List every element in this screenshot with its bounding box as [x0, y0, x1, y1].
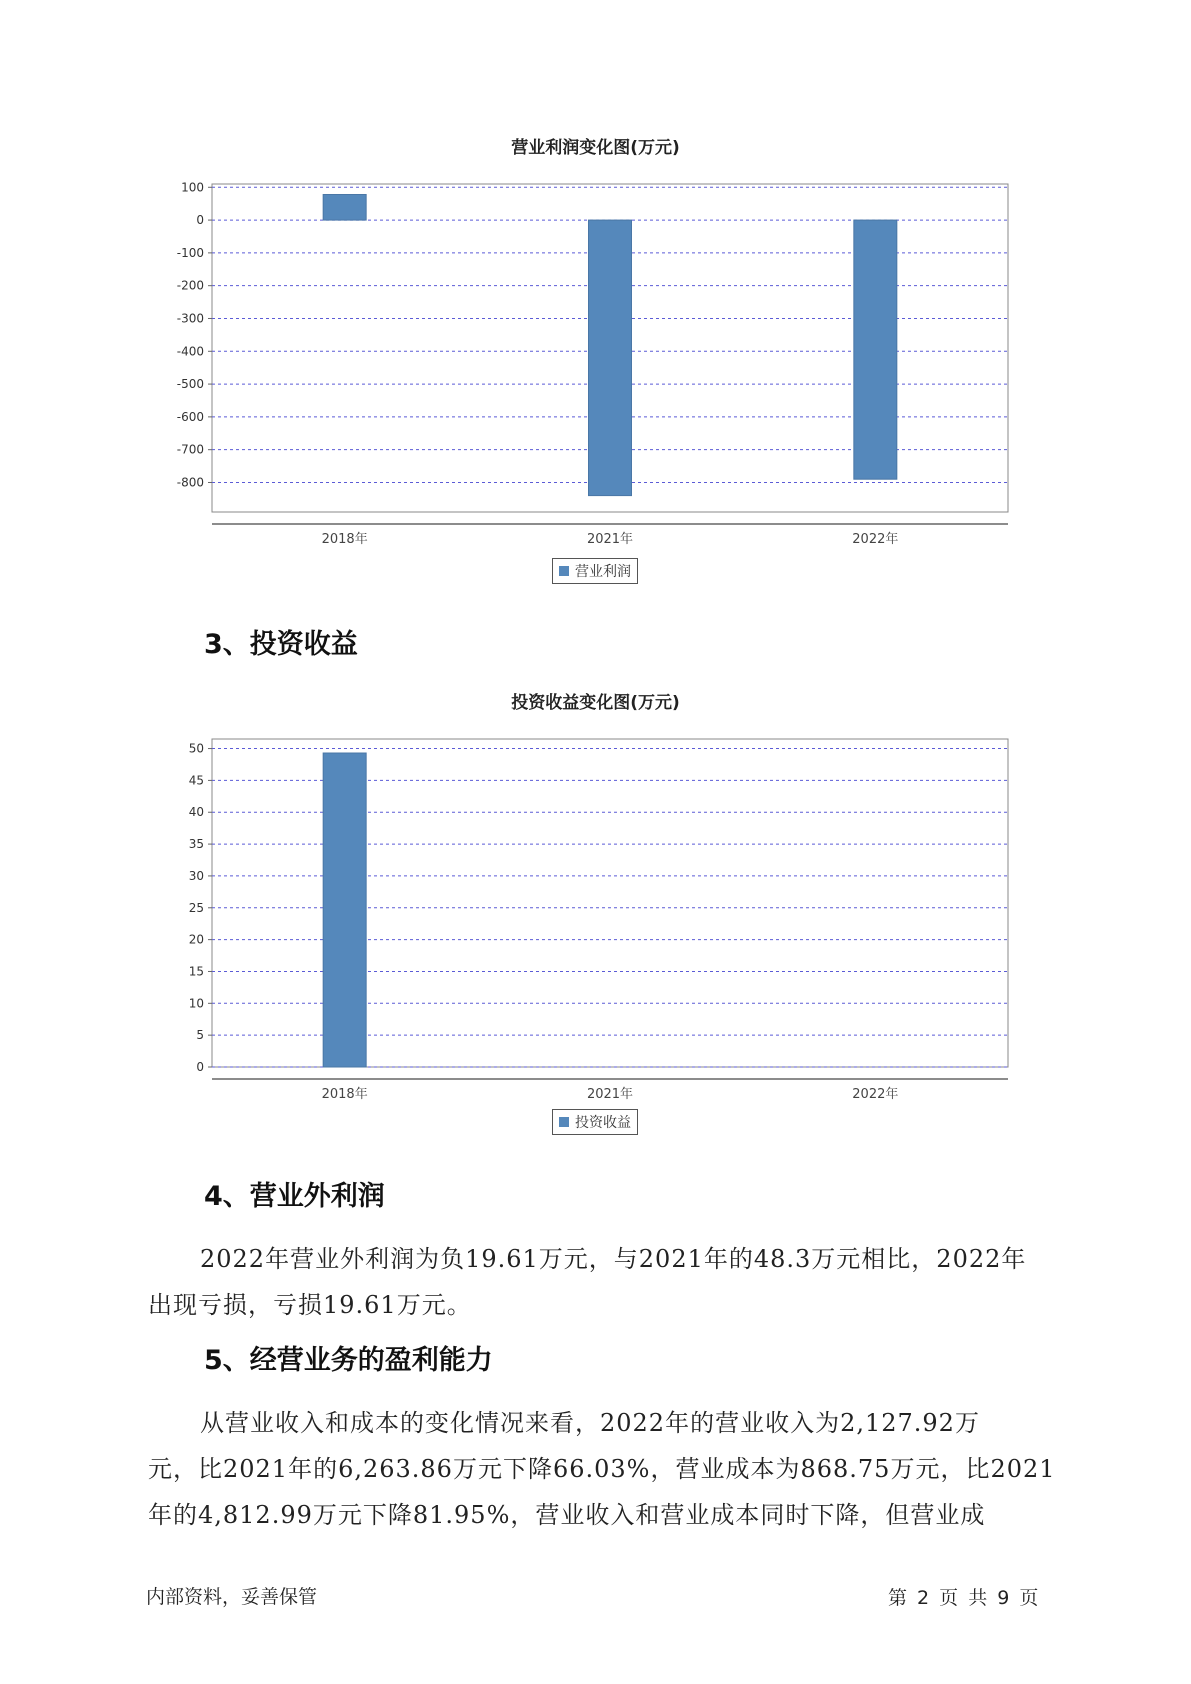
y-tick-label: 100 — [181, 180, 204, 195]
y-tick-label: 25 — [188, 900, 204, 915]
bar-2022年 — [854, 220, 897, 479]
y-tick-label: -800 — [176, 475, 204, 490]
y-tick-label: 5 — [196, 1028, 204, 1043]
y-tick-label: 20 — [188, 932, 204, 947]
bar-2018年 — [323, 753, 366, 1067]
y-tick-label: -400 — [176, 344, 204, 359]
section-3-heading: 3、投资收益 — [204, 629, 358, 660]
paragraph-line: 从营业收入和成本的变化情况来看，2022年的营业收入为2,127.92万 — [200, 1409, 980, 1437]
x-tick-label: 2021年 — [586, 532, 634, 547]
section-4-heading: 4、营业外利润 — [204, 1181, 385, 1212]
legend-label: 投资收益 — [575, 1115, 631, 1131]
footer-confidential-note: 内部资料，妥善保管 — [146, 1586, 318, 1608]
legend-swatch — [559, 566, 569, 576]
x-tick-label: 2018年 — [321, 532, 368, 547]
paragraph-line: 2022年营业外利润为负19.61万元，与2021年的48.3万元相比，2022年 — [200, 1245, 1027, 1273]
paragraph-line: 元，比2021年的6,263.86万元下降66.03%，营业成本为868.75万元，比2021 — [148, 1455, 1056, 1483]
operating-profit-chart-title: 营业利润变化图(万元) — [511, 138, 680, 158]
bar-2018年 — [323, 194, 366, 220]
y-tick-label: 30 — [188, 868, 204, 883]
y-tick-label: -200 — [176, 278, 204, 293]
legend-swatch — [559, 1117, 569, 1127]
x-tick-label: 2022年 — [852, 532, 899, 547]
investment-income-legend — [552, 1109, 638, 1135]
y-tick-label: 50 — [188, 741, 204, 756]
section-4-paragraph — [148, 1236, 1063, 1328]
paragraph-line: 出现亏损，亏损19.61万元。 — [148, 1291, 472, 1319]
y-tick-label: -600 — [176, 409, 204, 424]
paragraph-line: 年的4,812.99万元下降81.95%，营业收入和营业成本同时下降，但营业成 — [148, 1501, 986, 1529]
investment-income-chart — [0, 715, 1191, 1102]
x-tick-label: 2018年 — [321, 1087, 368, 1102]
investment-income-chart-title: 投资收益变化图(万元) — [511, 693, 680, 713]
bar-2021年 — [589, 220, 632, 496]
y-tick-label: 0 — [196, 1060, 204, 1074]
y-tick-label: 35 — [188, 837, 204, 852]
section-5-paragraph — [148, 1400, 1063, 1538]
x-tick-label: 2022年 — [852, 1087, 899, 1102]
y-tick-label: 0 — [196, 213, 204, 228]
footer-page-number: 第 2 页 共 9 页 — [888, 1587, 1039, 1609]
legend-label: 营业利润 — [575, 564, 631, 580]
x-tick-label: 2021年 — [586, 1087, 634, 1102]
y-tick-label: 15 — [188, 964, 204, 979]
y-tick-label: -700 — [176, 442, 204, 457]
y-tick-label: -500 — [176, 377, 204, 392]
y-tick-label: 10 — [188, 996, 204, 1011]
section-5-heading: 5、经营业务的盈利能力 — [204, 1345, 493, 1376]
y-tick-label: -300 — [176, 311, 204, 326]
y-tick-label: 40 — [188, 805, 204, 820]
operating-profit-chart — [0, 160, 1191, 547]
y-tick-label: 45 — [188, 773, 204, 788]
y-tick-label: -100 — [176, 245, 204, 260]
operating-profit-legend — [552, 558, 638, 584]
